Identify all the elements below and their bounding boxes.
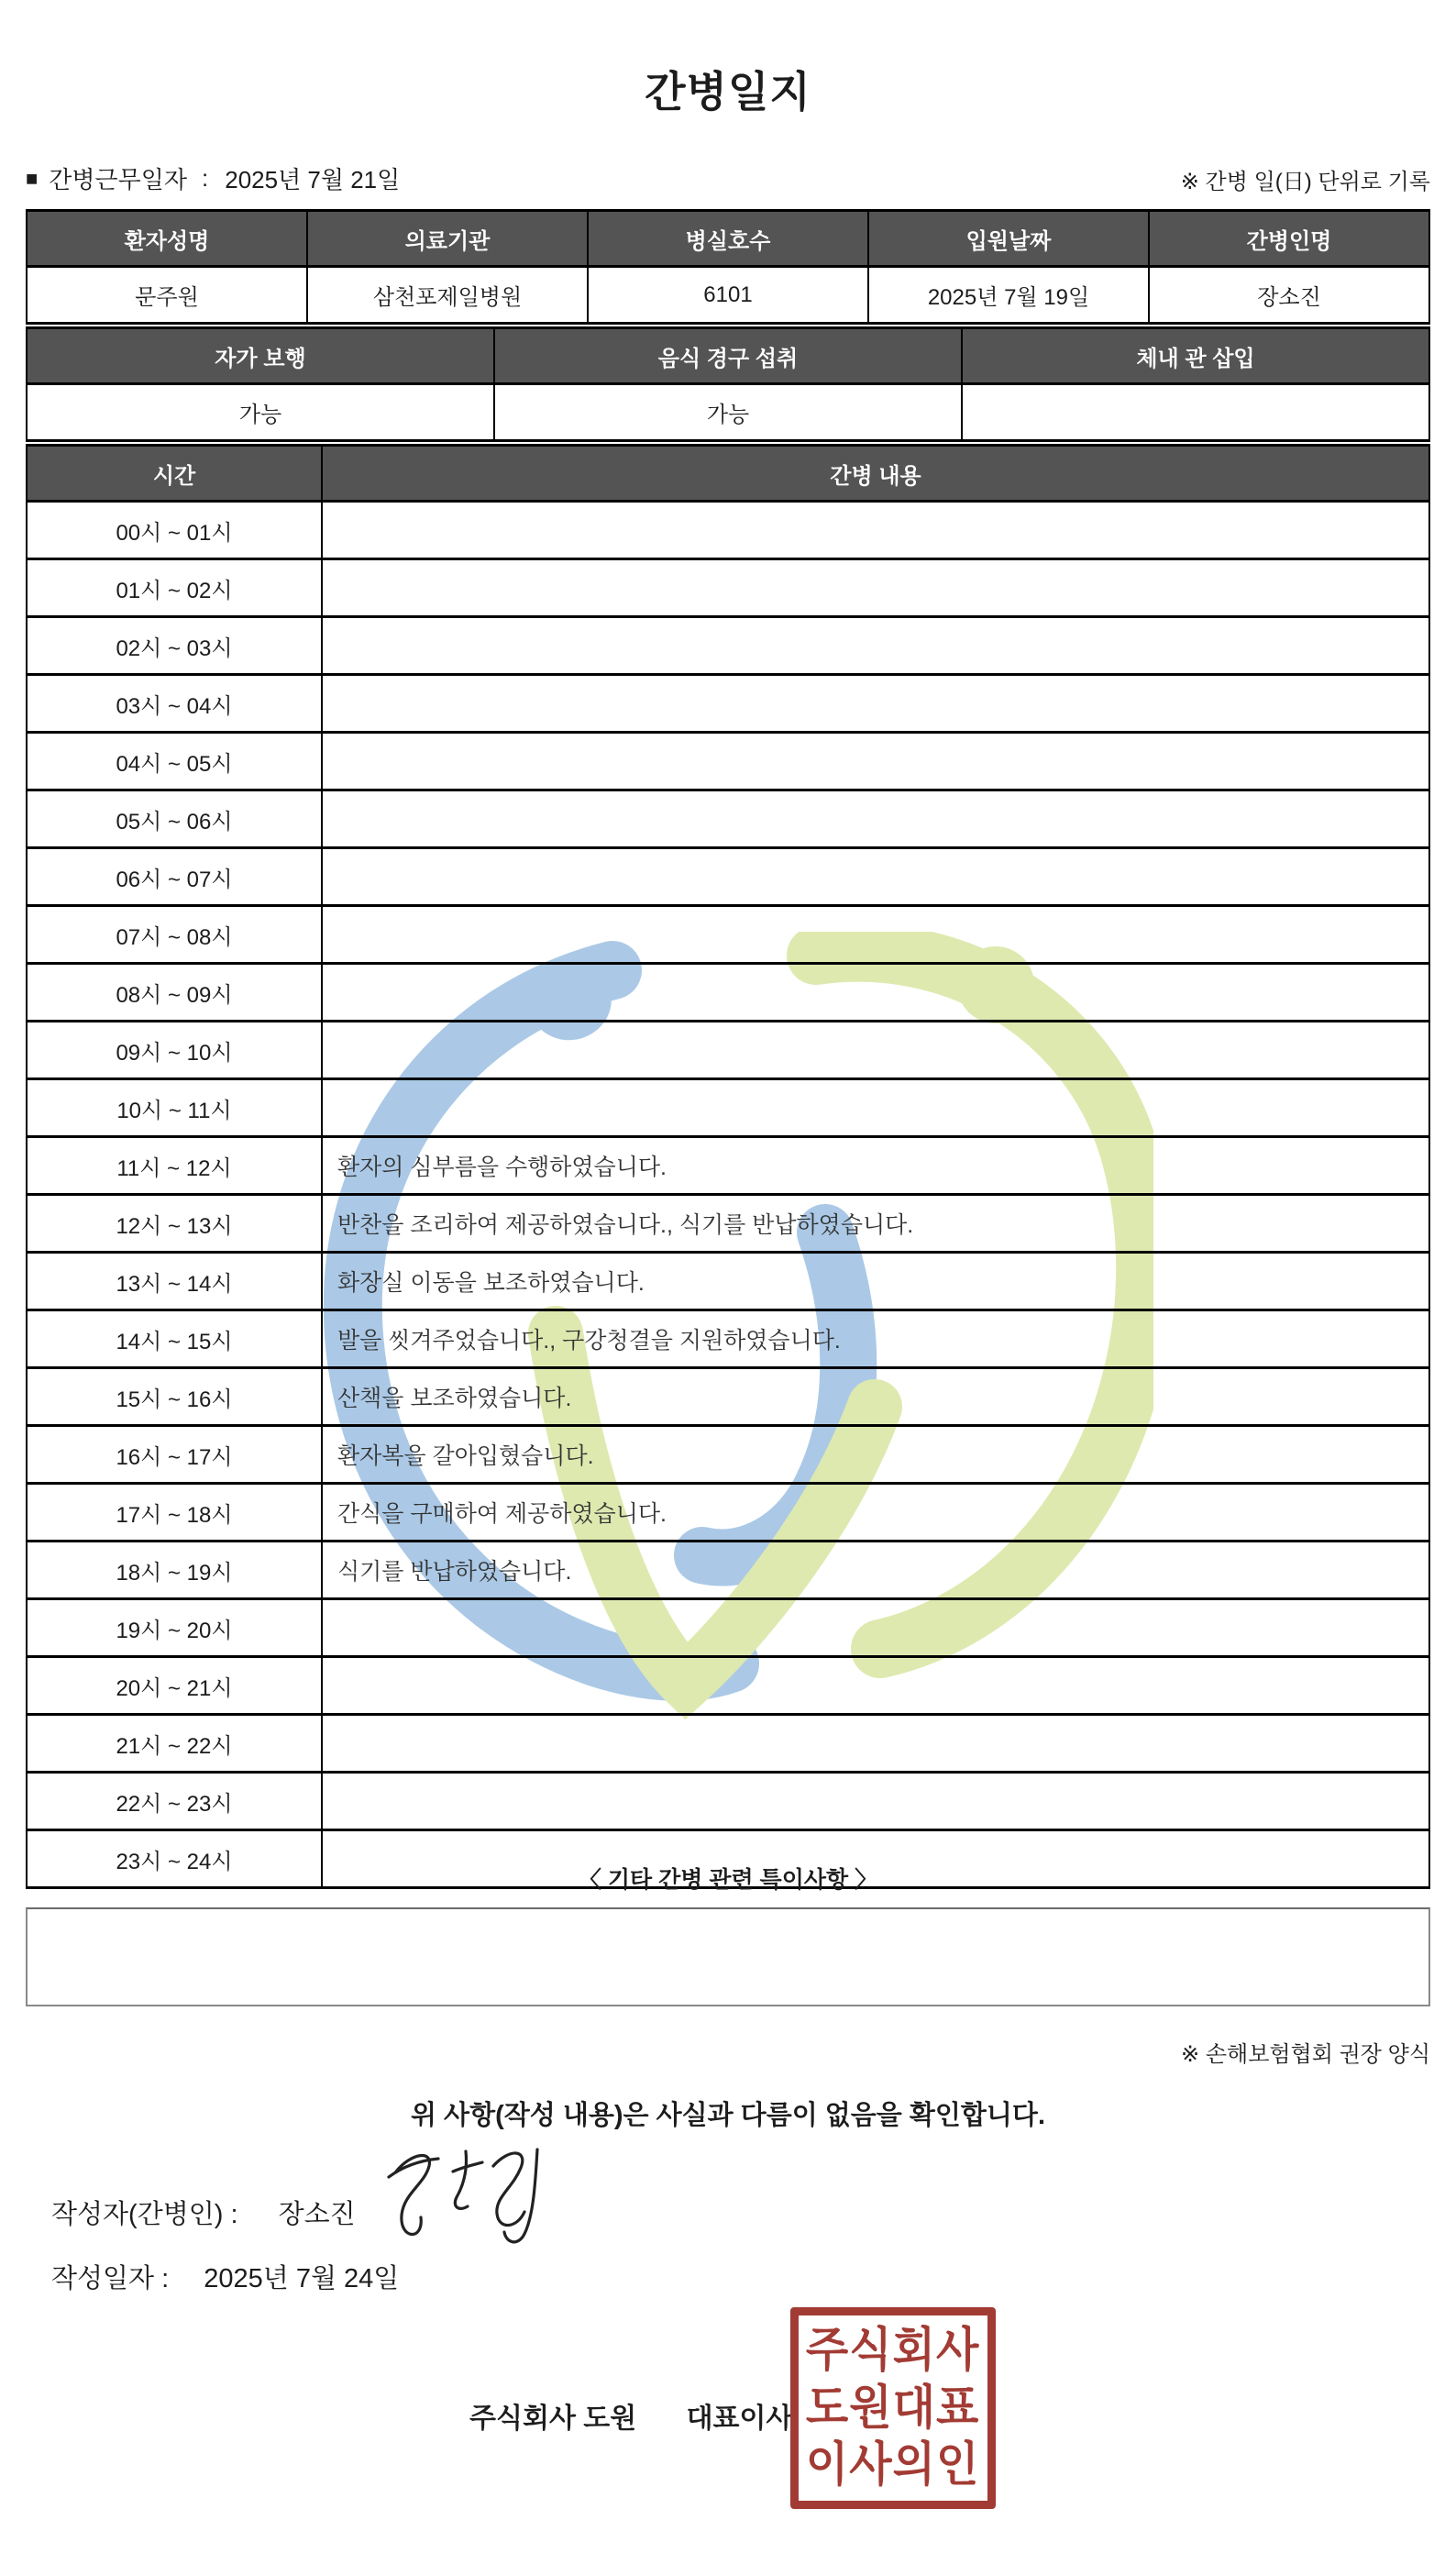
info-header-cell: 병실호수: [588, 211, 868, 267]
status-value-cell: [962, 384, 1429, 441]
care-time-cell: 19시 ~ 20시: [27, 1599, 322, 1657]
patient-status-table: [26, 326, 1430, 442]
info-header-cell: 간병인명: [1149, 211, 1429, 267]
care-time-cell: 09시 ~ 10시: [27, 1022, 322, 1079]
signature-stroke: [493, 2153, 524, 2226]
care-content-cell: 간식을 구매하여 제공하였습니다.: [322, 1484, 1429, 1542]
care-row: [27, 1310, 1429, 1368]
status-header-cell: 체내 관 삽입: [962, 328, 1429, 384]
written-date-label: 작성일자 :: [51, 2264, 170, 2293]
care-row: [27, 1426, 1429, 1484]
care-row: [27, 1773, 1429, 1830]
care-time-cell: 11시 ~ 12시: [27, 1137, 322, 1195]
care-content-cell: 발을 씻겨주었습니다., 구강청결을 지원하였습니다.: [322, 1310, 1429, 1368]
care-header-row: [27, 446, 1429, 502]
care-content-cell: 환자복을 갈아입혔습니다.: [322, 1426, 1429, 1484]
company-name: 주식회사 도원: [469, 2404, 637, 2434]
duty-date-label: 간병근무일자: [49, 166, 187, 193]
care-row: [27, 848, 1429, 906]
care-row: [27, 1079, 1429, 1137]
duty-date-line: [26, 161, 400, 195]
care-content-cell: [322, 502, 1429, 559]
care-time-cell: 07시 ~ 08시: [27, 906, 322, 964]
care-time-cell: 04시 ~ 05시: [27, 733, 322, 790]
info-header-row: [27, 211, 1429, 267]
info-value-cell: 2025년 7월 19일: [868, 267, 1149, 324]
care-row: [27, 502, 1429, 559]
care-content-cell: [322, 1773, 1429, 1830]
care-time-cell: 16시 ~ 17시: [27, 1426, 322, 1484]
info-header-cell: 입원날짜: [868, 211, 1149, 267]
care-content-cell: [322, 1022, 1429, 1079]
care-row: [27, 559, 1429, 617]
care-row: [27, 1657, 1429, 1715]
care-row: [27, 964, 1429, 1022]
care-row: [27, 1715, 1429, 1773]
unit-note: ※ 간병 일(日) 단위로 기록: [1180, 170, 1430, 194]
info-value-cell: 삼천포제일병원: [307, 267, 588, 324]
company-line: [469, 2395, 792, 2436]
care-row: [27, 733, 1429, 790]
care-content-cell: 환자의 심부름을 수행하였습니다.: [322, 1137, 1429, 1195]
care-time-cell: 17시 ~ 18시: [27, 1484, 322, 1542]
written-date-line: [51, 2258, 399, 2295]
care-content-cell: [322, 1599, 1429, 1657]
care-content-cell: [322, 617, 1429, 675]
care-content-cell: [322, 906, 1429, 964]
info-value-row: [27, 267, 1429, 324]
care-time-cell: 18시 ~ 19시: [27, 1542, 322, 1599]
status-value-cell: 가능: [494, 384, 962, 441]
care-time-cell: 12시 ~ 13시: [27, 1195, 322, 1253]
special-notes-box: [26, 1907, 1430, 2006]
writer-label: 작성자(간병인) :: [51, 2200, 238, 2229]
care-time-cell: 13시 ~ 14시: [27, 1253, 322, 1310]
ceo-label: 대표이사: [686, 2404, 793, 2434]
care-content-cell: [322, 848, 1429, 906]
care-row: [27, 906, 1429, 964]
signature-stroke: [455, 2151, 468, 2208]
corporate-seal-stamp: [790, 2307, 996, 2509]
care-time-cell: 20시 ~ 21시: [27, 1657, 322, 1715]
info-value-cell: 문주원: [27, 267, 307, 324]
care-content-cell: [322, 964, 1429, 1022]
care-content-cell: [322, 559, 1429, 617]
signature-stroke: [396, 2156, 429, 2235]
care-time-cell: 01시 ~ 02시: [27, 559, 322, 617]
care-time-header: 시간: [27, 446, 322, 502]
duty-date-value: 2025년 7월 21일: [225, 166, 401, 193]
writer-line: [51, 2194, 356, 2231]
special-notes-title: 〈 기타 간병 관련 특이사항 〉: [578, 1867, 878, 1893]
care-content-cell: 화장실 이동을 보조하였습니다.: [322, 1253, 1429, 1310]
care-time-cell: 21시 ~ 22시: [27, 1715, 322, 1773]
care-time-cell: 02시 ~ 03시: [27, 617, 322, 675]
care-content-cell: [322, 1715, 1429, 1773]
care-row: [27, 790, 1429, 848]
care-content-cell: 반찬을 조리하여 제공하였습니다., 식기를 반납하였습니다.: [322, 1195, 1429, 1253]
square-bullet-icon: ■: [26, 166, 39, 190]
care-time-cell: 03시 ~ 04시: [27, 675, 322, 733]
written-date-value: 2025년 7월 24일: [204, 2264, 400, 2293]
patient-info-table: [26, 209, 1430, 325]
status-value-cell: 가능: [27, 384, 494, 441]
care-row: [27, 1599, 1429, 1657]
confirmation-statement: 위 사항(작성 내용)은 사실과 다름이 없음을 확인합니다.: [410, 2101, 1046, 2130]
status-header-cell: 자가 보행: [27, 328, 494, 384]
care-row: [27, 1137, 1429, 1195]
care-content-cell: [322, 1657, 1429, 1715]
writer-name: 장소진: [278, 2200, 356, 2229]
care-row: [27, 675, 1429, 733]
duty-date-separator: :: [202, 164, 209, 192]
status-header-row: [27, 328, 1429, 384]
care-content-cell: [322, 675, 1429, 733]
care-time-cell: 06시 ~ 07시: [27, 848, 322, 906]
care-time-cell: 14시 ~ 15시: [27, 1310, 322, 1368]
status-value-row: [27, 384, 1429, 441]
page-title: 간병일지: [645, 68, 811, 116]
care-log-table: [26, 444, 1430, 1889]
care-row: [27, 1022, 1429, 1079]
care-content-cell: [322, 733, 1429, 790]
info-value-cell: 장소진: [1149, 267, 1429, 324]
care-time-cell: 05시 ~ 06시: [27, 790, 322, 848]
info-value-cell: 6101: [588, 267, 868, 324]
care-time-cell: 22시 ~ 23시: [27, 1773, 322, 1830]
care-row: [27, 1542, 1429, 1599]
seal-text-row: 주식회사: [806, 2324, 980, 2377]
care-time-cell: 23시 ~ 24시: [27, 1830, 322, 1888]
care-row: [27, 1368, 1429, 1426]
care-row: [27, 1484, 1429, 1542]
handwritten-signature: [383, 2140, 557, 2260]
care-row: [27, 617, 1429, 675]
care-content-cell: 식기를 반납하였습니다.: [322, 1542, 1429, 1599]
care-content-cell: [322, 1079, 1429, 1137]
care-content-cell: 산책을 보조하였습니다.: [322, 1368, 1429, 1426]
recommended-form-note: ※ 손해보험협회 권장 양식: [1181, 2042, 1430, 2067]
care-row: [27, 1253, 1429, 1310]
care-time-cell: 00시 ~ 01시: [27, 502, 322, 559]
seal-text-row: 이사의인: [806, 2438, 980, 2492]
seal-text-row: 도원대표: [806, 2381, 980, 2435]
care-content-header: 간병 내용: [322, 446, 1429, 502]
info-header-cell: 의료기관: [307, 211, 588, 267]
care-row: [27, 1195, 1429, 1253]
care-time-cell: 10시 ~ 11시: [27, 1079, 322, 1137]
care-time-cell: 08시 ~ 09시: [27, 964, 322, 1022]
care-time-cell: 15시 ~ 16시: [27, 1368, 322, 1426]
care-content-cell: [322, 790, 1429, 848]
status-header-cell: 음식 경구 섭취: [494, 328, 962, 384]
info-header-cell: 환자성명: [27, 211, 307, 267]
meta-row: [26, 161, 1430, 195]
